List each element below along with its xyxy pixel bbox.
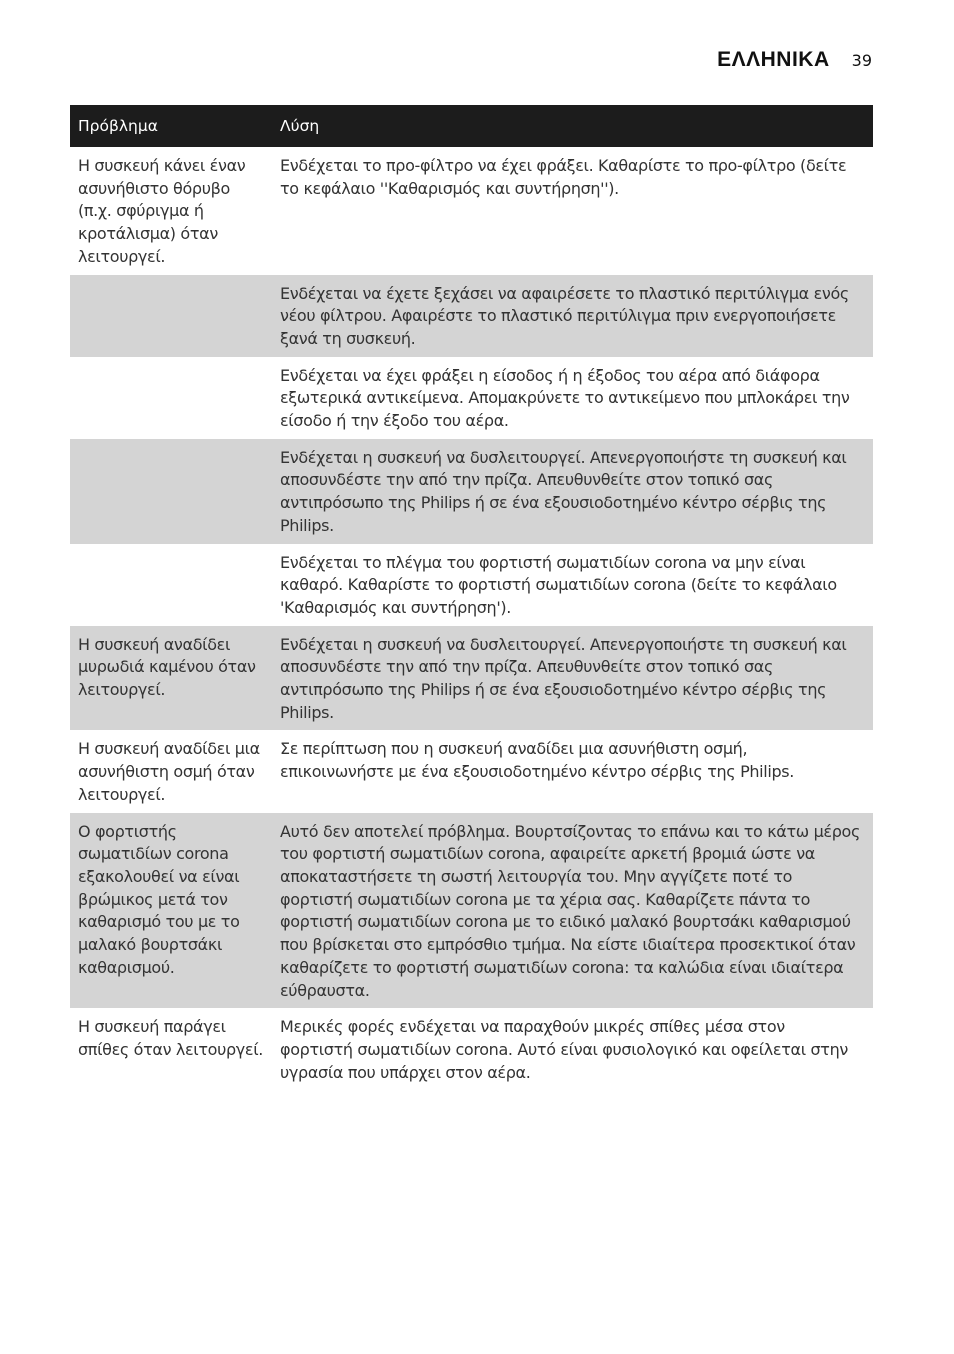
- table-row: [70, 626, 873, 731]
- solution-cell: Αυτό δεν αποτελεί πρόβλημα. Βουρτσίζοντας το επάνω και το κάτω μέρος του φορτιστή σωματιδίων corona, αφαιρείτε αρκετή βρομιά ώστε να αποκαταστήσετε τη σωστή λειτουργία του. Μην αγγίζετε ποτέ το φορτιστή σωματιδίων corona με τα χέρια σας. Καθαρίζετε πάντα το φορτιστή σωματιδίων corona με το ειδικό μαλακό βουρτσάκι καθαρισμού που βρίσκεται στο εμπρόσθιο τμήμα. Να είστε ιδιαίτερα προσεκτικοί όταν καθαρίζετε το φορτιστή σωματιδίων corona: τα καλώδια είναι ιδιαίτερα εύθραυστα.: [280, 821, 860, 1000]
- table-row: [70, 439, 873, 544]
- language-heading: ΕΛΛΗΝΙΚΑ: [717, 48, 830, 71]
- solution-cell: Ενδέχεται το πλέγμα του φορτιστή σωματιδίων corona να μην είναι καθαρό. Καθαρίστε το φορτιστή σωματιδίων corona (δείτε το κεφάλαιο 'Καθαρισμός και συντήρηση').: [280, 552, 837, 617]
- column-header-solution: Λύση: [280, 117, 320, 135]
- table-row: [70, 147, 873, 275]
- problem-cell: Η συσκευή κάνει έναν ασυνήθιστο θόρυβο (π.χ. σφύριγμα ή κροτάλισμα) όταν λειτουργεί.: [78, 156, 246, 266]
- table-row: [70, 275, 873, 357]
- solution-cell: Μερικές φορές ενδέχεται να παραχθούν μικρές σπίθες μέσα στον φορτιστή σωματιδίων corona. Αυτό είναι φυσιολογικό και οφείλεται στην υγρασία που υπάρχει στον αέρα.: [280, 1017, 848, 1082]
- problem-cell: [70, 439, 271, 544]
- problem-cell: [70, 544, 271, 626]
- solution-cell: Σε περίπτωση που η συσκευή αναδίδει μια ασυνήθιστη οσμή, επικοινωνήστε με ένα εξουσιοδοτημένο κέντρο σέρβις της Philips.: [280, 739, 794, 782]
- table-header: [70, 105, 873, 147]
- problem-cell: Η συσκευή αναδίδει μια ασυνήθιστη οσμή όταν λειτουργεί.: [78, 739, 260, 804]
- troubleshooting-table: [70, 105, 873, 1090]
- problem-cell: Η συσκευή αναδίδει μυρωδιά καμένου όταν λειτουργεί.: [78, 634, 256, 700]
- table-row: [70, 813, 873, 1009]
- solution-cell: Ενδέχεται το προ-φίλτρο να έχει φράξει. Καθαρίστε το προ-φίλτρο (δείτε το κεφάλαιο ''Καθαρισμός και συντήρηση'').: [280, 156, 847, 198]
- solution-cell: Ενδέχεται να έχετε ξεχάσει να αφαιρέσετε το πλαστικό περιτύλιγμα ενός νέου φίλτρου. Αφαιρέστε το πλαστικό περιτύλιγμα πριν ενεργοποιήσετε ξανά τη συσκευή.: [280, 283, 849, 348]
- table-row: [70, 1008, 873, 1090]
- solution-cell: Ενδέχεται η συσκευή να δυσλειτουργεί. Απενεργοποιήστε τη συσκευή και αποσυνδέστε την από την πρίζα. Απευθυνθείτε στον τοπικό σας αντιπρόσωπο της Philips ή σε ένα εξουσιοδοτημένο κέντρο σέρβις της Philips.: [280, 634, 847, 722]
- table-row: [70, 544, 873, 626]
- problem-cell: Η συσκευή παράγει σπίθες όταν λειτουργεί.: [78, 1017, 264, 1059]
- solution-cell: Ενδέχεται η συσκευή να δυσλειτουργεί. Απενεργοποιήστε τη συσκευή και αποσυνδέστε την από την πρίζα. Απευθυνθείτε στον τοπικό σας αντιπρόσωπο της Philips ή σε ένα εξουσιοδοτημένο κέντρο σέρβις της Philips.: [280, 447, 847, 535]
- table-row: [70, 357, 873, 439]
- problem-cell: Ο φορτιστής σωματιδίων corona εξακολουθεί να είναι βρώμικος μετά τον καθαρισμό του με το μαλακό βουρτσάκι καθαρισμού.: [78, 821, 240, 977]
- table-row: [70, 730, 873, 812]
- problem-cell: [70, 275, 271, 357]
- page-header: [717, 48, 872, 72]
- column-header-problem: Πρόβλημα: [78, 117, 158, 135]
- page-number: 39: [851, 51, 872, 70]
- problem-cell: [70, 357, 271, 439]
- solution-cell: Ενδέχεται να έχει φράξει η είσοδος ή η έξοδος του αέρα από διάφορα εξωτερικά αντικείμενα. Απομακρύνετε το αντικείμενο που μπλοκάρει την είσοδο ή την έξοδο του αέρα.: [280, 365, 850, 431]
